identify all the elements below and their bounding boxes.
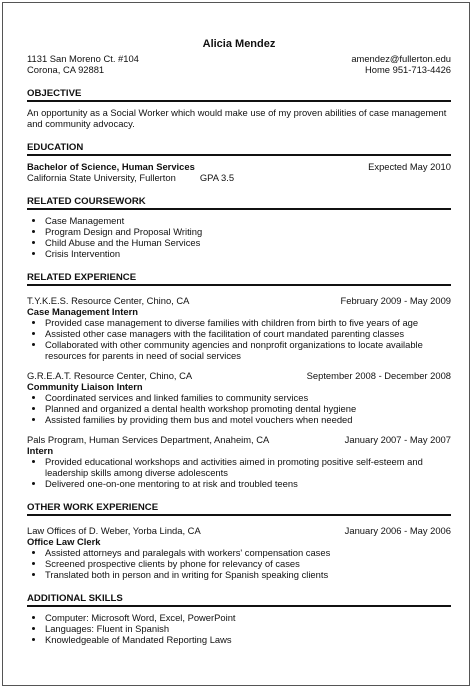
list-item: • Provided case management to diverse families with children from birth to five years of age bbox=[45, 317, 451, 328]
skills-list bbox=[27, 612, 451, 645]
job-header bbox=[27, 295, 451, 306]
address bbox=[27, 53, 139, 75]
job-bullets bbox=[27, 317, 451, 361]
job-org: Pals Program, Human Services Department, Anaheim, CA bbox=[27, 434, 270, 445]
list-item: • Translated both in person and in writing for Spanish speaking clients bbox=[45, 569, 451, 580]
education-row bbox=[27, 161, 451, 172]
job-entry bbox=[27, 295, 451, 361]
contact-block bbox=[27, 53, 451, 75]
other-experience-heading: OTHER WORK EXPERIENCE bbox=[27, 502, 451, 516]
job-bullets bbox=[27, 547, 451, 580]
list-item: • Screened prospective clients by phone for relevancy of cases bbox=[45, 558, 451, 569]
school-row bbox=[27, 172, 451, 183]
list-item: • Collaborated with other community agencies and nonprofit organizations to locate available resources for parents in need of social services bbox=[45, 339, 451, 361]
address-line1: 1131 San Moreno Ct. #104 bbox=[27, 53, 139, 64]
coursework-heading: RELATED COURSEWORK bbox=[27, 196, 451, 210]
resume-page bbox=[2, 2, 470, 686]
list-item: • Assisted attorneys and paralegals with workers' compensation cases bbox=[45, 547, 451, 558]
education-date: Expected May 2010 bbox=[368, 161, 451, 172]
gpa: GPA 3.5 bbox=[199, 172, 235, 183]
list-item: • Planned and organized a dental health workshop promoting dental hygiene bbox=[45, 403, 451, 414]
job-bullets bbox=[27, 392, 451, 425]
job-role: Office Law Clerk bbox=[27, 536, 101, 547]
list-item: • Coordinated services and linked families to community services bbox=[45, 392, 451, 403]
objective-heading: OBJECTIVE bbox=[27, 88, 451, 102]
list-item: • Computer: Microsoft Word, Excel, PowerPoint bbox=[45, 612, 451, 623]
resume-content bbox=[27, 39, 451, 645]
coursework-list bbox=[27, 215, 451, 259]
list-item: • Assisted other case managers with the facilitation of court mandated parenting classes bbox=[45, 328, 451, 339]
list-item: • Knowledgeable of Mandated Reporting Laws bbox=[45, 634, 451, 645]
list-item: • Child Abuse and the Human Services bbox=[45, 237, 451, 248]
job-header bbox=[27, 525, 451, 536]
applicant-name: Alicia Mendez bbox=[202, 38, 276, 50]
job-org: T.Y.K.E.S. Resource Center, Chino, CA bbox=[27, 295, 190, 306]
list-item: • Delivered one-on-one mentoring to at risk and troubled teens bbox=[45, 478, 451, 489]
contact-info bbox=[351, 53, 451, 75]
list-item: • Case Management bbox=[45, 215, 451, 226]
address-line2: Corona, CA 92881 bbox=[27, 64, 105, 75]
job-org: G.R.E.A.T. Resource Center, Chino, CA bbox=[27, 370, 193, 381]
list-item: • Program Design and Proposal Writing bbox=[45, 226, 451, 237]
job-dates: September 2008 - December 2008 bbox=[306, 370, 451, 381]
job-dates: February 2009 - May 2009 bbox=[340, 295, 451, 306]
list-item: • Provided educational workshops and activities aimed in promoting positive self-esteem and leadership skills among diverse adolescents bbox=[45, 456, 451, 478]
education-heading: EDUCATION bbox=[27, 142, 451, 156]
degree: Bachelor of Science, Human Services bbox=[27, 161, 195, 172]
job-role: Case Management Intern bbox=[27, 306, 138, 317]
job-dates: January 2006 - May 2006 bbox=[344, 525, 451, 536]
job-role: Intern bbox=[27, 445, 54, 456]
list-item: • Assisted families by providing them bus and motel vouchers when needed bbox=[45, 414, 451, 425]
job-entry bbox=[27, 370, 451, 425]
related-experience-heading: RELATED EXPERIENCE bbox=[27, 272, 451, 286]
list-item: • Crisis Intervention bbox=[45, 248, 451, 259]
job-role: Community Liaison Intern bbox=[27, 381, 143, 392]
job-dates: January 2007 - May 2007 bbox=[344, 434, 451, 445]
job-org: Law Offices of D. Weber, Yorba Linda, CA bbox=[27, 525, 201, 536]
phone: Home 951-713-4426 bbox=[365, 64, 451, 75]
school: California State University, Fullerton bbox=[27, 172, 176, 183]
objective-text: An opportunity as a Social Worker which would make use of my proven abilities of case management and community advocacy. bbox=[27, 107, 447, 129]
job-header bbox=[27, 370, 451, 381]
list-item: • Languages: Fluent in Spanish bbox=[45, 623, 451, 634]
email: amendez@fullerton.edu bbox=[351, 53, 451, 64]
skills-heading: ADDITIONAL SKILLS bbox=[27, 593, 451, 607]
job-header bbox=[27, 434, 451, 445]
job-entry bbox=[27, 525, 451, 580]
job-bullets bbox=[27, 456, 451, 489]
job-entry bbox=[27, 434, 451, 489]
